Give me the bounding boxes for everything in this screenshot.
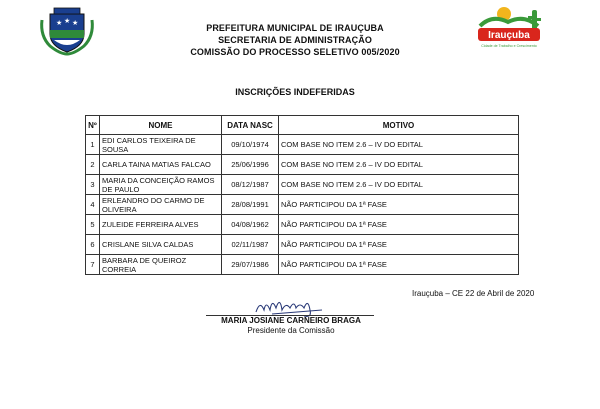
row-motivo: NÃO PARTICIPOU DA 1ª FASE <box>279 235 519 255</box>
row-nome: ERLEANDRO DO CARMO DE OLIVEIRA <box>100 195 222 215</box>
signer-block <box>196 316 386 336</box>
row-motivo: NÃO PARTICIPOU DA 1ª FASE <box>279 215 519 235</box>
row-motivo: COM BASE NO ITEM 2.6 – IV DO EDITAL <box>279 135 519 155</box>
header-line-prefeitura: PREFEITURA MUNICIPAL DE IRAUÇUBA <box>206 23 384 33</box>
inscricoes-table <box>85 115 519 275</box>
table-row <box>86 135 519 155</box>
header-motivo: MOTIVO <box>279 116 519 135</box>
header-nome: NOME <box>100 116 222 135</box>
row-num: 2 <box>86 155 100 175</box>
signer-name: MARIA JOSIANE CARNEIRO BRAGA <box>221 316 361 325</box>
row-num: 3 <box>86 175 100 195</box>
city-logo-name: Irauçuba <box>488 30 530 41</box>
header-data-nasc: DATA NASC <box>222 116 279 135</box>
table-row <box>86 175 519 195</box>
row-data-nasc: 29/07/1986 <box>222 255 279 275</box>
table-row <box>86 215 519 235</box>
row-nome: EDI CARLOS TEIXEIRA DE SOUSA <box>100 135 222 155</box>
row-data-nasc: 09/10/1974 <box>222 135 279 155</box>
row-num: 6 <box>86 235 100 255</box>
row-nome: CRISLANE SILVA CALDAS <box>100 235 222 255</box>
row-nome: BARBARA DE QUEIROZ CORREIA <box>100 255 222 275</box>
table-row <box>86 195 519 215</box>
row-num: 7 <box>86 255 100 275</box>
svg-text:★: ★ <box>56 20 63 27</box>
header-num: Nº <box>86 116 100 135</box>
row-motivo: NÃO PARTICIPOU DA 1ª FASE <box>279 255 519 275</box>
row-data-nasc: 25/06/1996 <box>222 155 279 175</box>
table-row <box>86 235 519 255</box>
svg-text:★: ★ <box>64 18 71 25</box>
row-data-nasc: 08/12/1987 <box>222 175 279 195</box>
place-and-date: Irauçuba – CE 22 de Abril de 2020 <box>412 289 535 298</box>
row-data-nasc: 28/08/1991 <box>222 195 279 215</box>
row-data-nasc: 02/11/1987 <box>222 235 279 255</box>
row-motivo: NÃO PARTICIPOU DA 1ª FASE <box>279 195 519 215</box>
row-num: 5 <box>86 215 100 235</box>
row-nome: ZULEIDE FERREIRA ALVES <box>100 215 222 235</box>
row-nome: CARLA TAINA MATIAS FALCAO <box>100 155 222 175</box>
document-header <box>150 22 440 58</box>
header-line-comissao: COMISSÃO DO PROCESSO SELETIVO 005/2020 <box>190 47 400 57</box>
row-motivo: COM BASE NO ITEM 2.6 – IV DO EDITAL <box>279 155 519 175</box>
table-row <box>86 155 519 175</box>
svg-text:★: ★ <box>72 20 79 27</box>
section-title: INSCRIÇÕES INDEFERIDAS <box>235 87 355 97</box>
row-num: 1 <box>86 135 100 155</box>
header-line-secretaria: SECRETARIA DE ADMINISTRAÇÃO <box>218 35 372 45</box>
row-nome: MARIA DA CONCEIÇÃO RAMOS DE PAULO <box>100 175 222 195</box>
table-row <box>86 255 519 275</box>
irauçuba-city-logo <box>472 4 546 50</box>
row-motivo: COM BASE NO ITEM 2.6 – IV DO EDITAL <box>279 175 519 195</box>
row-data-nasc: 04/08/1962 <box>222 215 279 235</box>
signer-role: Presidente da Comissão <box>247 326 335 335</box>
municipal-crest-logo <box>38 6 96 56</box>
table-header-row <box>86 116 519 135</box>
city-logo-tagline: Cidade de Trabalho e Crescimento <box>481 44 537 48</box>
row-num: 4 <box>86 195 100 215</box>
